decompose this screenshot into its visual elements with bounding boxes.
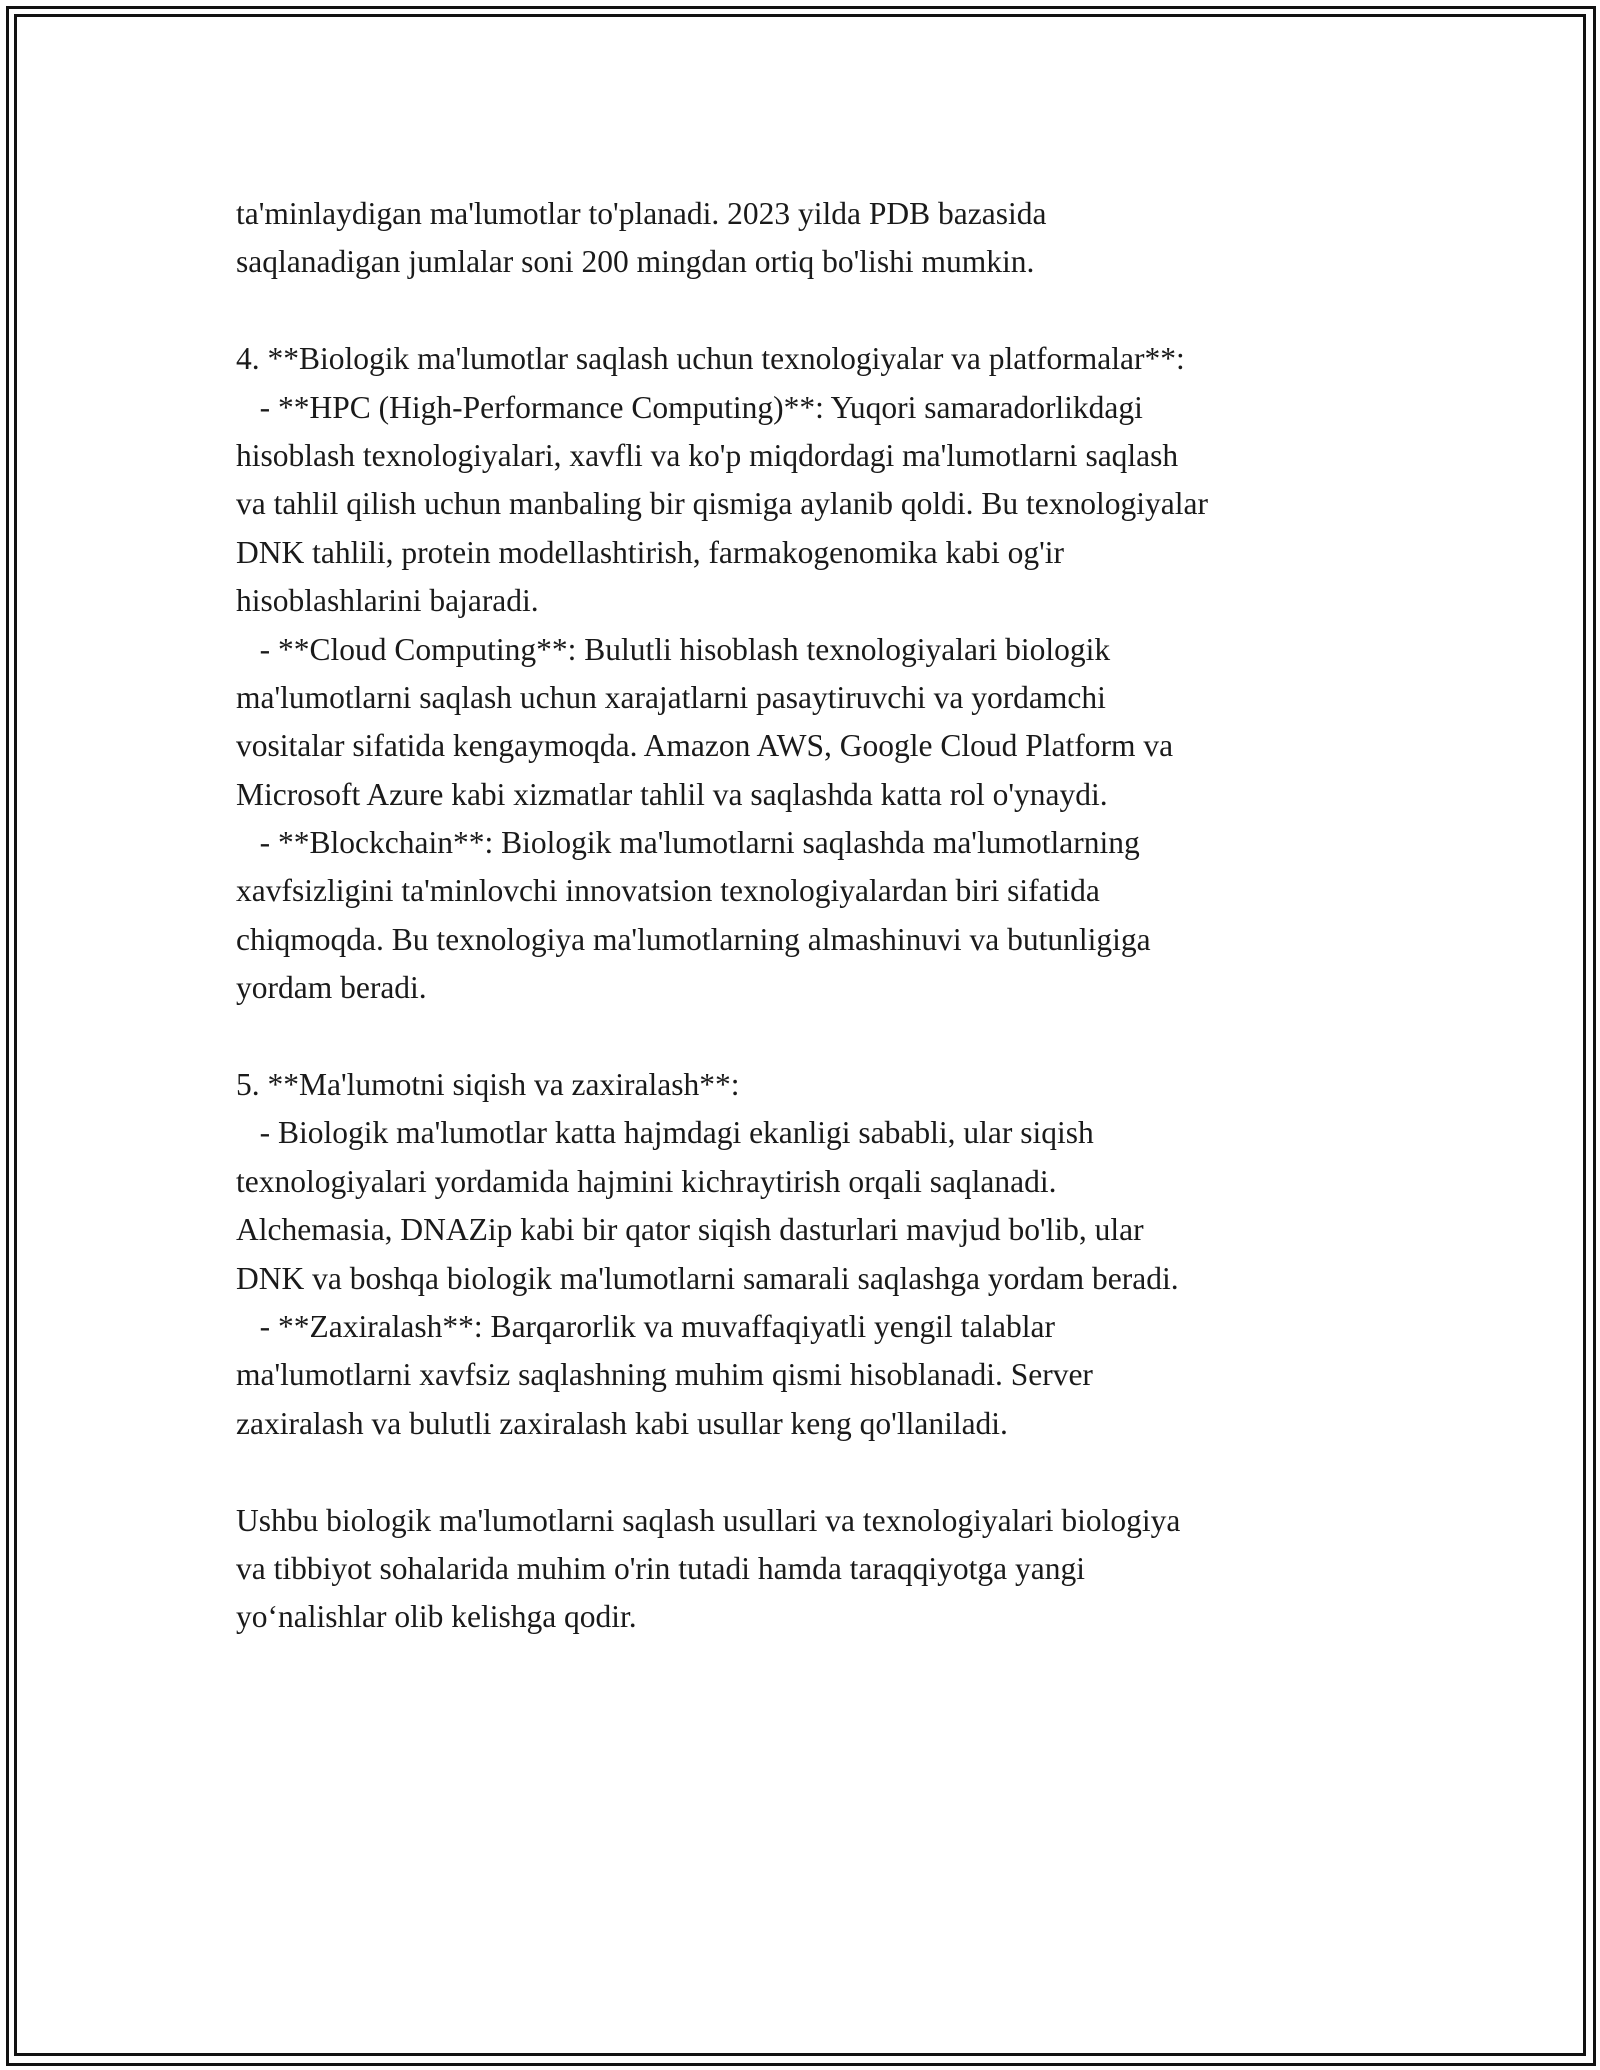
- text-line: ta'minlaydigan ma'lumotlar to'planadi. 2023 yilda PDB bazasida: [236, 196, 1047, 231]
- text-line: vositalar sifatida kengaymoqda. Amazon AWS, Google Cloud Platform va: [236, 728, 1174, 764]
- text-line: texnologiyalari yordamida hajmini kichraytirish orqali saqlanadi.: [236, 1163, 1057, 1199]
- text-line: - **Cloud Computing**: Bulutli hisoblash texnologiyalari biologik: [236, 631, 1111, 667]
- blank-line: [236, 287, 1386, 335]
- text-line: va tahlil qilish uchun manbaling bir qismiga aylanib qoldi. Bu texnologiyalar: [236, 486, 1208, 522]
- section-heading-5: 5. **Ma'lumotni siqish va zaxiralash**:: [236, 1067, 740, 1103]
- text-line: - **HPC (High-Performance Computing)**: Yuqori samaradorlikdagi: [236, 389, 1143, 425]
- text-line: yordam beradi.: [236, 970, 427, 1006]
- conclusion-line: Ushbu biologik ma'lumotlarni saqlash usullari va texnologiyalari biologiya: [236, 1502, 1181, 1538]
- text-line: ma'lumotlarni saqlash uchun xarajatlarni pasaytiruvchi va yordamchi: [236, 679, 1106, 715]
- blank-line: [236, 1448, 1386, 1496]
- text-line: hisoblash texnologiyalari, xavfli va ko'p miqdordagi ma'lumotlarni saqlash: [236, 437, 1179, 473]
- section-heading-4: 4. **Biologik ma'lumotlar saqlash uchun texnologiyalar va platformalar**:: [236, 341, 1185, 377]
- text-line: hisoblashlarini bajaradi.: [236, 583, 539, 619]
- text-line: saqlanadigan jumlalar soni 200 mingdan ortiq bo'lishi mumkin.: [236, 244, 1035, 280]
- text-line: Microsoft Azure kabi xizmatlar tahlil va saqlashda katta rol o'ynaydi.: [236, 776, 1108, 812]
- text-line: - **Zaxiralash**: Barqarorlik va muvaffaqiyatli yengil talablar: [236, 1308, 1056, 1344]
- blank-line: [236, 1013, 1386, 1061]
- text-line: DNK tahlili, protein modellashtirish, farmakogenomika kabi og'ir: [236, 534, 1064, 570]
- text-line: zaxiralash va bulutli zaxiralash kabi usullar keng qo'llaniladi.: [236, 1405, 1008, 1441]
- text-line: ma'lumotlarni xavfsiz saqlashning muhim qismi hisoblanadi. Server: [236, 1357, 1093, 1393]
- text-line: - Biologik ma'lumotlar katta hajmdagi ekanligi sababli, ular siqish: [236, 1115, 1094, 1151]
- text-line: chiqmoqda. Bu texnologiya ma'lumotlarning almashinuvi va butunligiga: [236, 921, 1151, 957]
- document-body: [236, 190, 1386, 1642]
- text-line: - **Blockchain**: Biologik ma'lumotlarni saqlashda ma'lumotlarning: [236, 825, 1140, 861]
- conclusion-line: va tibbiyot sohalarida muhim o'rin tutadi hamda taraqqiyotga yangi: [236, 1550, 1085, 1586]
- conclusion-line: yo‘nalishlar olib kelishga qodir.: [236, 1599, 637, 1635]
- text-line: DNK va boshqa biologik ma'lumotlarni samarali saqlashga yordam beradi.: [236, 1260, 1179, 1296]
- text-line: Alchemasia, DNAZip kabi bir qator siqish dasturlari mavjud bo'lib, ular: [236, 1212, 1144, 1248]
- text-line: xavfsizligini ta'minlovchi innovatsion texnologiyalardan biri sifatida: [236, 873, 1100, 909]
